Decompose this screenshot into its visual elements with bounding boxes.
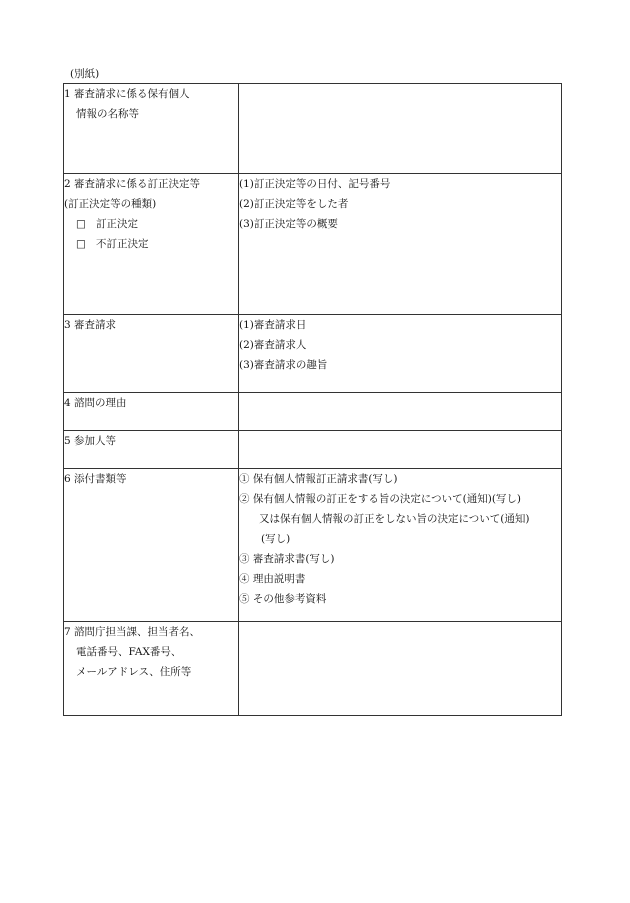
attachment-item: ② 保有個人情報の訂正をする旨の決定について(通知)(写し)	[239, 493, 522, 505]
attachment-item: ⑤ その他参考資料	[239, 593, 327, 605]
label-cell	[64, 431, 239, 469]
attachment-item: ③ 審査請求書(写し)	[239, 553, 335, 565]
label-cell	[64, 174, 239, 315]
label-cell	[64, 84, 239, 174]
checkbox-label: 訂正決定	[96, 218, 138, 230]
row-label: メールアドレス、住所等	[76, 666, 192, 678]
content-cell	[239, 174, 562, 315]
row-label: 3 審査請求	[64, 319, 117, 331]
content-line: (3)審査請求の趣旨	[239, 359, 328, 371]
label-cell	[64, 393, 239, 431]
content-line: (2)審査請求人	[239, 339, 307, 351]
table-row	[64, 469, 562, 622]
table-row	[64, 622, 562, 716]
attachment-item-continued: (写し)	[261, 533, 291, 545]
checkbox-item	[64, 234, 238, 254]
row-label: 5 参加人等	[64, 435, 117, 447]
attachment-item: ④ 理由説明書	[239, 573, 306, 585]
table-row	[64, 431, 562, 469]
content-cell	[239, 393, 562, 431]
label-cell	[64, 622, 239, 716]
content-cell	[239, 622, 562, 716]
checkbox-item	[64, 214, 238, 234]
content-line: (1)訂正決定等の日付、記号番号	[239, 178, 391, 190]
table-row	[64, 174, 562, 315]
table-row	[64, 84, 562, 174]
content-line: (3)訂正決定等の概要	[239, 218, 338, 230]
label-cell	[64, 315, 239, 393]
row-label: 7 諮問庁担当課、担当者名、	[64, 626, 201, 638]
table-row	[64, 315, 562, 393]
attachment-note: (別紙)	[70, 68, 100, 80]
consultation-form-table	[63, 83, 562, 716]
content-line: (2)訂正決定等をした者	[239, 198, 349, 210]
checkbox-icon: □	[76, 238, 86, 250]
row-label: 2 審査請求に係る訂正決定等	[64, 178, 201, 190]
row-label: 1 審査請求に係る保有個人	[64, 88, 190, 100]
row-label: 電話番号、FAX番号、	[76, 646, 182, 658]
content-cell	[239, 469, 562, 622]
label-cell	[64, 469, 239, 622]
row-label: 6 添付書類等	[64, 473, 127, 485]
checkbox-label: 不訂正決定	[96, 238, 149, 250]
content-cell	[239, 315, 562, 393]
content-cell	[239, 84, 562, 174]
row-label: 情報の名称等	[76, 108, 139, 120]
row-label: 4 諮問の理由	[64, 397, 127, 409]
table-row	[64, 393, 562, 431]
content-cell	[239, 431, 562, 469]
content-line: (1)審査請求日	[239, 319, 307, 331]
attachment-item: ① 保有個人情報訂正請求書(写し)	[239, 473, 398, 485]
attachment-item-continued: 又は保有個人情報の訂正をしない旨の決定について(通知)	[259, 513, 530, 525]
checkbox-icon: □	[76, 218, 86, 230]
row-label: (訂正決定等の種類)	[64, 198, 157, 210]
